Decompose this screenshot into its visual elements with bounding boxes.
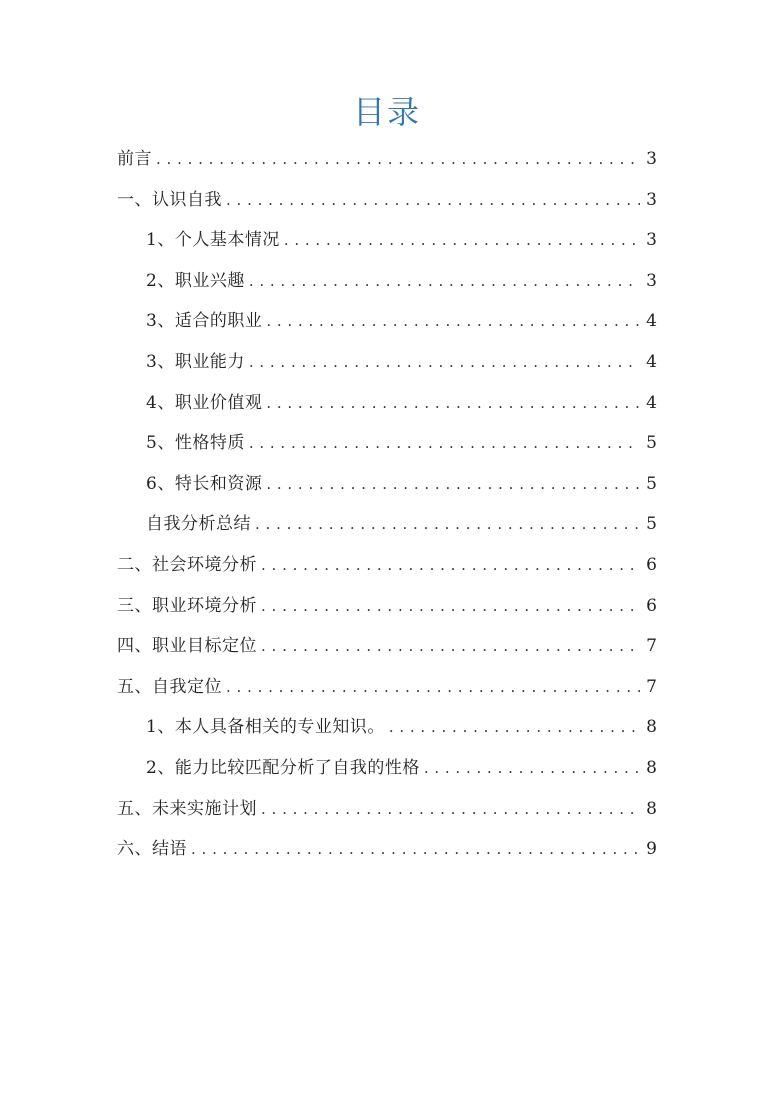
toc-entry-page-number: 3 xyxy=(646,270,657,291)
toc-entry-page-number: 8 xyxy=(646,717,657,738)
toc-entry-label: 二、社会环境分析 xyxy=(117,554,257,575)
toc-entry[interactable] xyxy=(117,829,657,870)
toc-entry-label: 4、职业价值观 xyxy=(146,392,263,413)
toc-entry[interactable] xyxy=(117,383,657,424)
toc-entry-label: 四、职业目标定位 xyxy=(117,636,257,657)
toc-entry[interactable] xyxy=(117,667,657,708)
toc-entry-page-number: 5 xyxy=(646,473,657,494)
toc-dot-leader xyxy=(191,829,640,870)
toc-entry-page-number: 4 xyxy=(646,351,657,372)
toc-dot-leader xyxy=(249,342,640,383)
toc-dot-leader xyxy=(266,301,640,342)
toc-dot-leader xyxy=(249,261,640,302)
toc-title: 目录 xyxy=(352,93,421,131)
toc-entry-label: 1、本人具备相关的专业知识。 xyxy=(146,717,385,738)
toc-dot-leader xyxy=(266,464,640,505)
toc-entry-label: 六、结语 xyxy=(117,839,187,860)
toc-entry-page-number: 3 xyxy=(646,149,657,169)
toc-entry-page-number: 7 xyxy=(646,676,657,697)
toc-entry[interactable] xyxy=(117,220,657,261)
toc-dot-leader xyxy=(226,180,640,221)
toc-entry-page-number: 4 xyxy=(646,311,657,332)
toc-entry-label: 3、职业能力 xyxy=(146,351,245,372)
toc-entry[interactable] xyxy=(117,180,657,221)
toc-entry[interactable] xyxy=(117,464,657,505)
toc-entry-label: 2、能力比较匹配分析了自我的性格 xyxy=(146,757,420,778)
toc-entry-page-number: 4 xyxy=(646,392,657,413)
toc-dot-leader xyxy=(261,626,640,667)
toc-entry-page-number: 5 xyxy=(646,433,657,454)
toc-entry[interactable] xyxy=(117,423,657,464)
toc-entry-label: 前言 xyxy=(117,149,152,169)
toc-entry[interactable] xyxy=(117,707,657,748)
toc-entry[interactable] xyxy=(117,139,657,180)
toc-entry-page-number: 5 xyxy=(646,514,657,535)
toc-entry-page-number: 3 xyxy=(646,230,657,251)
toc-entry[interactable] xyxy=(117,586,657,627)
toc-list xyxy=(117,139,657,870)
toc-dot-leader xyxy=(156,139,640,180)
toc-dot-leader xyxy=(389,707,640,748)
toc-entry-label: 1、个人基本情况 xyxy=(146,230,280,251)
toc-dot-leader xyxy=(226,667,640,708)
toc-entry-label: 一、认识自我 xyxy=(117,189,222,210)
toc-entry-label: 三、职业环境分析 xyxy=(117,595,257,616)
toc-entry[interactable] xyxy=(117,301,657,342)
toc-entry[interactable] xyxy=(117,789,657,830)
toc-entry-label: 自我分析总结 xyxy=(146,514,251,535)
toc-dot-leader xyxy=(261,545,640,586)
toc-dot-leader xyxy=(424,748,640,789)
toc-entry-page-number: 3 xyxy=(646,189,657,210)
toc-entry[interactable] xyxy=(117,545,657,586)
toc-entry[interactable] xyxy=(117,748,657,789)
toc-entry[interactable] xyxy=(117,342,657,383)
toc-entry-page-number: 6 xyxy=(646,554,657,575)
toc-entry-page-number: 8 xyxy=(646,798,657,819)
toc-dot-leader xyxy=(249,423,640,464)
toc-entry[interactable] xyxy=(117,626,657,667)
toc-dot-leader xyxy=(255,504,640,545)
toc-dot-leader xyxy=(284,220,640,261)
toc-entry-page-number: 6 xyxy=(646,595,657,616)
toc-dot-leader xyxy=(261,789,640,830)
toc-entry-label: 2、职业兴趣 xyxy=(146,270,245,291)
toc-dot-leader xyxy=(266,383,640,424)
toc-dot-leader xyxy=(261,586,640,627)
toc-entry-label: 6、特长和资源 xyxy=(146,473,263,494)
toc-entry[interactable] xyxy=(117,261,657,302)
toc-entry-page-number: 8 xyxy=(646,757,657,778)
toc-entry-label: 五、未来实施计划 xyxy=(117,798,257,819)
toc-entry-label: 3、适合的职业 xyxy=(146,311,263,332)
toc-entry-page-number: 7 xyxy=(646,636,657,657)
toc-entry-page-number: 9 xyxy=(646,839,657,860)
toc-entry[interactable] xyxy=(117,504,657,545)
toc-entry-label: 5、性格特质 xyxy=(146,433,245,454)
toc-entry-label: 五、自我定位 xyxy=(117,676,222,697)
